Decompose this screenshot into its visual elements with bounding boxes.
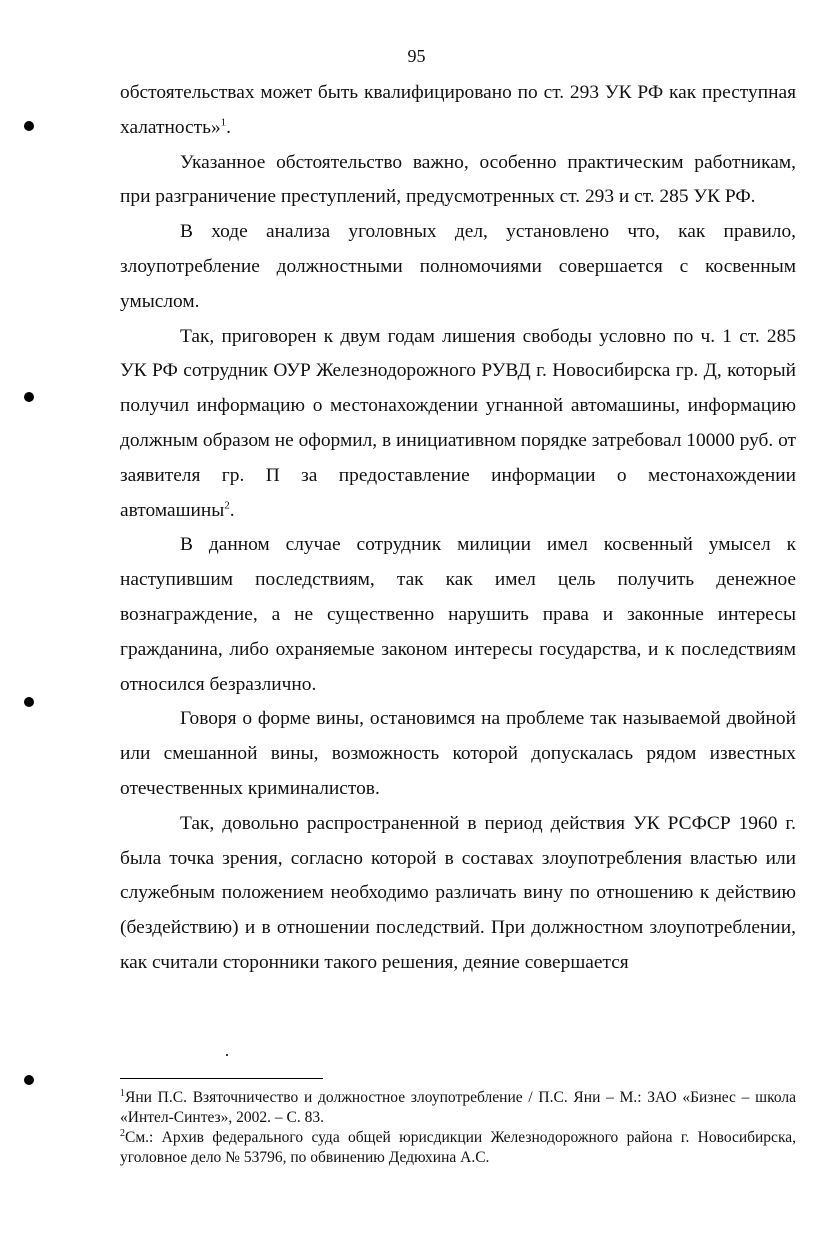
paragraph-5: В данном случае сотрудник милиции имел косвенный умысел к наступившим последствиям, так как имел цель получить денежное вознаграждение, а не существенно нарушить права и законные интересы гражданина, либо охраняемые законом интересы государства, и к последствиям относился безразлично.	[120, 534, 796, 695]
footnote-separator	[120, 1078, 323, 1079]
binder-hole-mark	[24, 121, 34, 131]
footnote-2: $^2$См.: Архив федерального суда общей юрисдикции Железнодорожного района г. Новосибирска, уголовное дело № 53796, по обвинению Дедюхина А.С.	[120, 1127, 796, 1166]
binder-hole-mark	[24, 697, 34, 707]
paragraph-4: Так, приговорен к двум годам лишения свободы условно по ч. 1 ст. 285 УК РФ сотрудник ОУР Железнодорожного РУВД г. Новосибирска гр. Д, который получил информацию о местонахождении угнанной автомашины, информацию должным образом не оформил, в инициативном порядке затребовал 10000 руб. от заявителя гр. П за предоставление информации о местонахождении автомашины$^2$.	[120, 325, 796, 521]
footnote-ref-2: 2	[224, 499, 230, 512]
paragraph-1: обстоятельствах может быть квалифицировано по ст. 293 УК РФ как преступная халатность»$^1$.	[120, 82, 796, 138]
scan-speck	[226, 1054, 228, 1056]
paragraph-2: Указанное обстоятельство важно, особенно практическим работникам, при разграничение преступлений, предусмотренных ст. 293 и ст. 285 УК РФ.	[120, 151, 796, 208]
footnote-1: $^1$Яни П.С. Взяточничество и должностное злоупотребление / П.С. Яни – М.: ЗАО «Бизнес – школа «Интел-Синтез», 2002. – С. 83.	[120, 1087, 796, 1126]
paragraph-6: Говоря о форме вины, остановимся на проблеме так называемой двойной или смешанной вины, возможность которой допускалась рядом известных отечественных криминалистов.	[120, 708, 796, 799]
paragraph-3: В ходе анализа уголовных дел, установлено что, как правило, злоупотребление должностными полномочиями совершается с косвенным умыслом.	[120, 221, 796, 312]
footnote-ref-1: 1	[220, 116, 227, 129]
page-number: 95	[407, 46, 426, 66]
body-text	[120, 76, 796, 981]
binder-hole-mark	[24, 1075, 34, 1085]
footnotes	[120, 1088, 796, 1168]
paragraph-7: Так, довольно распространенной в период действия УК РСФСР 1960 г. была точка зрения, согласно которой в составах злоупотребления властью или служебным положением необходимо различать вину по отношению к действию (бездействию) и в отношении последствий. При должностном злоупотреблении, как считали сторонники такого решения, деяние совершается	[120, 812, 796, 973]
binder-hole-mark	[24, 392, 34, 402]
